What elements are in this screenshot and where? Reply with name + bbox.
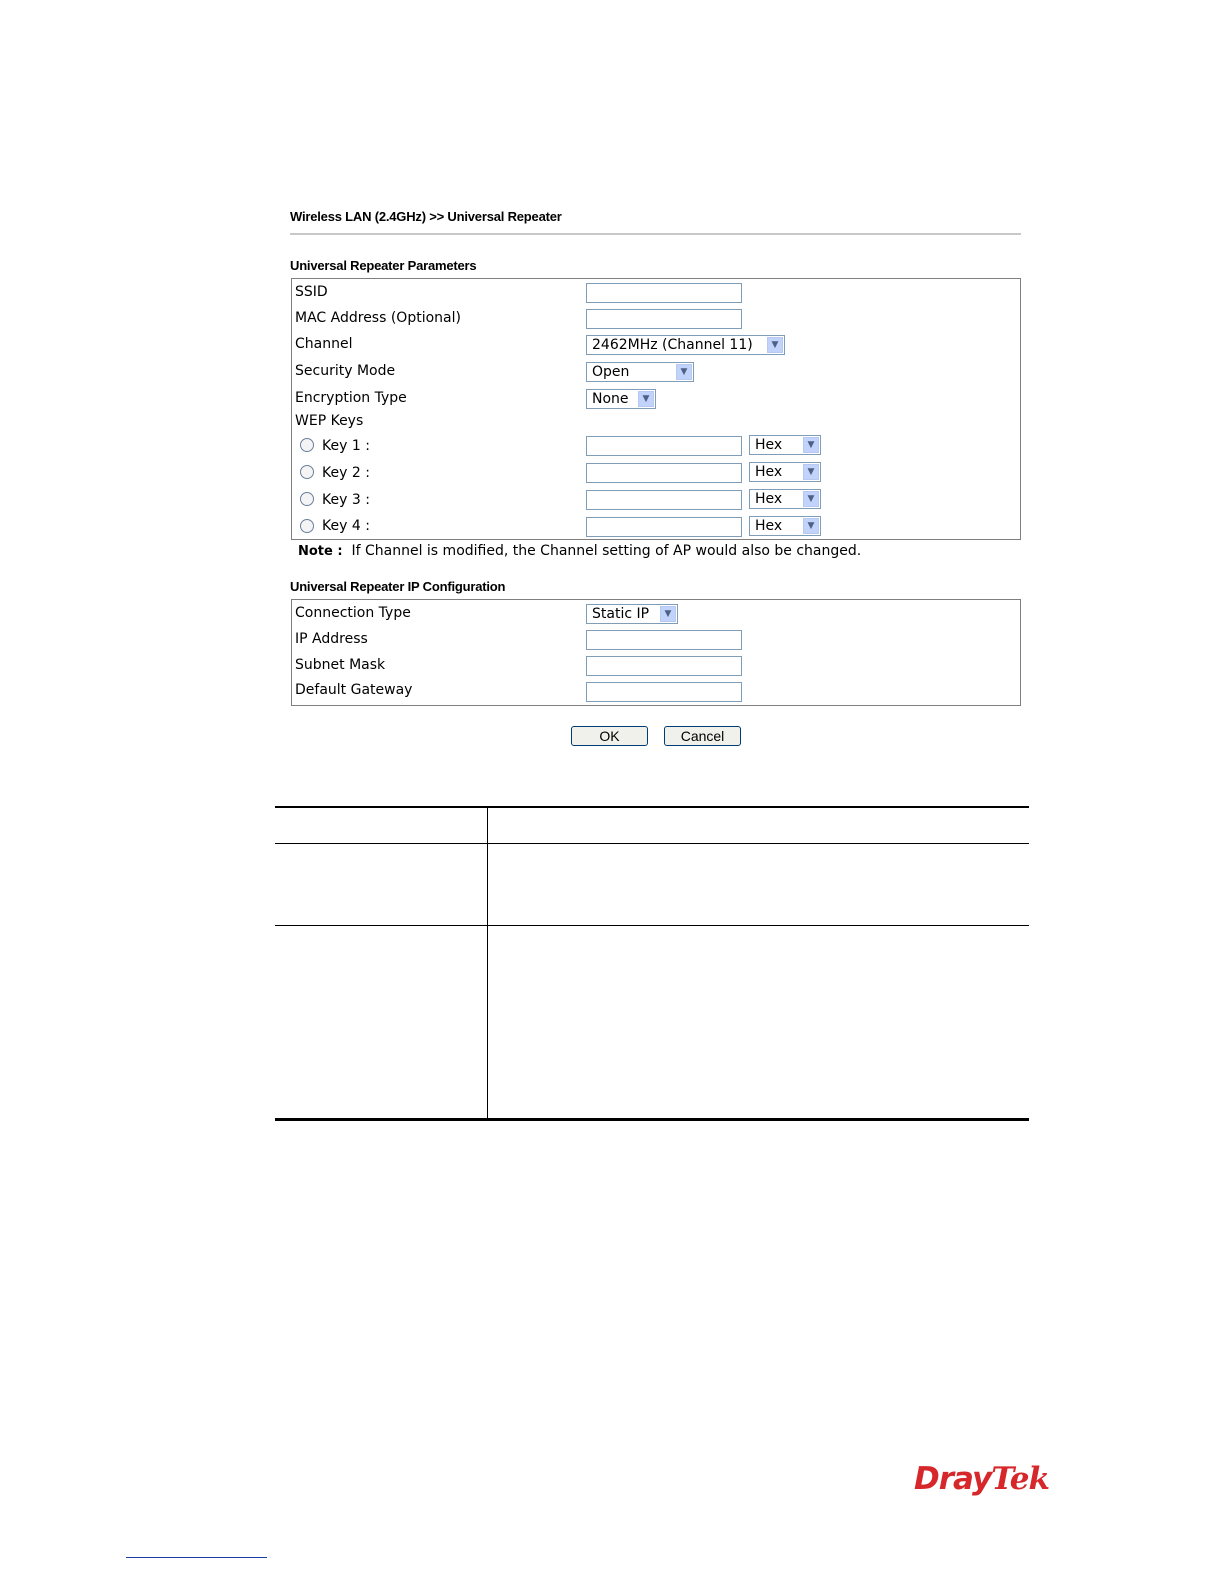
channel-note xyxy=(298,543,861,559)
default-gateway-label: Default Gateway xyxy=(295,682,413,698)
encryption-type-label: Encryption Type xyxy=(295,390,407,406)
wep-keys-label: WEP Keys xyxy=(295,413,364,429)
chevron-down-icon[interactable]: ▼ xyxy=(803,437,819,453)
key-1-format-select[interactable] xyxy=(749,435,821,455)
ssid-input[interactable] xyxy=(586,283,742,303)
logo-dray: Dray xyxy=(914,1461,992,1497)
key-4-label: Key 4 : xyxy=(322,518,370,534)
security-mode-select[interactable] xyxy=(586,362,694,382)
connection-type-value: Static IP xyxy=(592,606,650,622)
title-divider xyxy=(290,233,1021,235)
key-4-radio[interactable] xyxy=(300,519,314,533)
page-title: Wireless LAN (2.4GHz) >> Universal Repeater xyxy=(290,209,562,224)
mac-address-label: MAC Address (Optional) xyxy=(295,310,461,326)
key-2-format-select[interactable] xyxy=(749,462,821,482)
encryption-type-value: None xyxy=(592,391,629,407)
mac-address-input[interactable] xyxy=(586,309,742,329)
table-bottom-rule xyxy=(275,1118,1029,1121)
chevron-down-icon[interactable]: ▼ xyxy=(676,364,692,380)
key-2-radio[interactable] xyxy=(300,465,314,479)
key-4-format-value: Hex xyxy=(755,518,783,534)
ip-address-input[interactable] xyxy=(586,630,742,650)
note-text: If Channel is modified, the Channel setting of AP would also be changed. xyxy=(351,543,862,559)
connection-type-label: Connection Type xyxy=(295,605,411,621)
ok-button[interactable]: OK xyxy=(571,726,648,746)
key-3-format-select[interactable] xyxy=(749,489,821,509)
security-mode-label: Security Mode xyxy=(295,363,396,379)
table-row-divider xyxy=(275,843,1029,844)
channel-select-value: 2462MHz (Channel 11) xyxy=(592,337,753,353)
key-4-format-select[interactable] xyxy=(749,516,821,536)
connection-type-select[interactable] xyxy=(586,604,678,624)
chevron-down-icon[interactable]: ▼ xyxy=(767,337,783,353)
key-2-format-value: Hex xyxy=(755,464,783,480)
footer-link-underline[interactable] xyxy=(126,1557,267,1558)
key-4-input[interactable] xyxy=(586,517,742,537)
key-3-label: Key 3 : xyxy=(322,492,370,508)
draytek-logo xyxy=(914,1461,1049,1497)
ssid-label: SSID xyxy=(295,284,328,300)
chevron-down-icon[interactable]: ▼ xyxy=(638,391,654,407)
subnet-mask-label: Subnet Mask xyxy=(295,657,386,673)
chevron-down-icon[interactable]: ▼ xyxy=(803,464,819,480)
key-1-input[interactable] xyxy=(586,436,742,456)
key-2-label: Key 2 : xyxy=(322,465,370,481)
channel-select[interactable] xyxy=(586,335,785,355)
logo-tek: Tek xyxy=(991,1461,1049,1497)
key-1-label: Key 1 : xyxy=(322,438,370,454)
key-1-radio[interactable] xyxy=(300,438,314,452)
key-3-radio[interactable] xyxy=(300,492,314,506)
table-row-divider xyxy=(275,925,1029,926)
table-top-rule xyxy=(275,806,1029,808)
channel-label: Channel xyxy=(295,336,353,352)
table-column-divider xyxy=(487,808,488,1118)
chevron-down-icon[interactable]: ▼ xyxy=(803,491,819,507)
subnet-mask-input[interactable] xyxy=(586,656,742,676)
encryption-type-select[interactable] xyxy=(586,389,656,409)
security-mode-value: Open xyxy=(592,364,630,380)
ip-config-heading: Universal Repeater IP Configuration xyxy=(290,579,506,594)
key-2-input[interactable] xyxy=(586,463,742,483)
note-label: Note : xyxy=(298,544,343,559)
cancel-button[interactable]: Cancel xyxy=(664,726,741,746)
default-gateway-input[interactable] xyxy=(586,682,742,702)
key-3-format-value: Hex xyxy=(755,491,783,507)
key-1-format-value: Hex xyxy=(755,437,783,453)
ip-address-label: IP Address xyxy=(295,631,368,647)
chevron-down-icon[interactable]: ▼ xyxy=(803,518,819,534)
chevron-down-icon[interactable]: ▼ xyxy=(660,606,676,622)
key-3-input[interactable] xyxy=(586,490,742,510)
parameters-heading: Universal Repeater Parameters xyxy=(290,258,477,273)
